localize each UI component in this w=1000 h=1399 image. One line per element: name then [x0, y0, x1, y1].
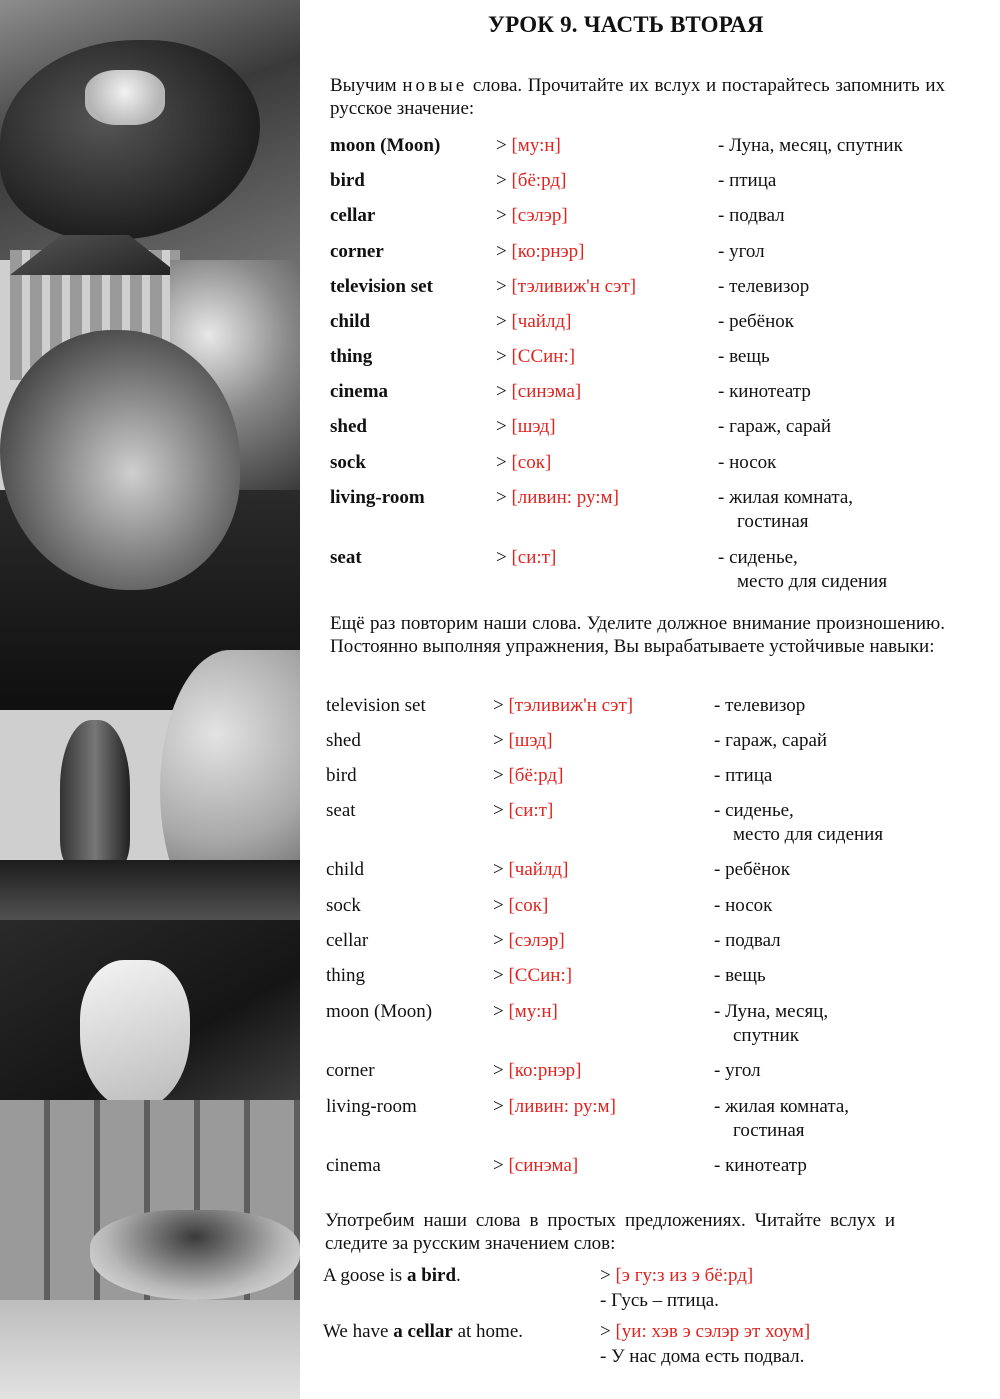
transcription-text: [чайлд]	[508, 859, 569, 880]
vocab-english-word: cinema	[330, 381, 389, 402]
meaning-line: - птица	[718, 170, 777, 191]
arrow-marker: >	[493, 1001, 509, 1022]
meaning-line: - жилая комната,	[714, 1096, 850, 1117]
intro-paragraph-2: Ещё раз повторим наши слова. Уделите должное внимание произношению. Постоянно выполняя упражнения, Вы вырабатываете устойчивые навыки:	[330, 613, 945, 657]
vocab-russian-meaning	[718, 380, 811, 404]
arrow-marker: >	[496, 381, 512, 402]
vocab-english-word: seat	[330, 547, 362, 568]
sentence-english	[323, 1320, 523, 1344]
arrow-marker: >	[496, 276, 512, 297]
meaning-line: место для сидения	[737, 571, 888, 592]
transcription-text: [шэд]	[508, 730, 553, 751]
vocab-english-word: television set	[330, 276, 433, 297]
vocab-russian-meaning	[718, 240, 765, 264]
vocab-russian-meaning	[714, 1059, 761, 1083]
meaning-line: - ребёнок	[714, 859, 791, 880]
vocab-english-word: sock	[326, 895, 361, 916]
arrow-marker: >	[493, 965, 509, 986]
sentence-transcription	[600, 1320, 810, 1344]
vocab-transcription	[496, 134, 561, 158]
vocab-english-word: thing	[330, 346, 373, 367]
vocab-transcription	[496, 486, 619, 510]
transcription-text: [сэлэр]	[508, 930, 565, 951]
vocab-english-word: bird	[330, 170, 365, 191]
arrow-marker: >	[493, 1155, 509, 1176]
intro-paragraph-3: Употребим наши слова в простых предложениях. Читайте вслух и следите за русским значением слов:	[325, 1210, 895, 1254]
arrow-marker: >	[493, 765, 509, 786]
vocab-russian-meaning	[714, 1154, 807, 1178]
collage-vase-photo	[60, 720, 130, 870]
vocab-transcription	[496, 345, 575, 369]
intro-1-post: слова. Прочитайте их вслух и постарайтесь запомнить их русское значение:	[330, 75, 945, 119]
transcription-text: [бё:рд]	[511, 170, 567, 191]
transcription-text: [сок]	[511, 452, 552, 473]
vocab-russian-meaning	[718, 204, 785, 228]
vocab-russian-meaning	[718, 345, 770, 369]
transcription-text: [ко:рнэр]	[511, 241, 585, 262]
vocab-transcription	[496, 204, 568, 228]
vocab-transcription	[496, 546, 556, 570]
arrow-marker: >	[496, 205, 512, 226]
photo-collage	[0, 0, 300, 1399]
transcription-text: [тэливиж'н сэт]	[511, 276, 637, 297]
transcription-text: [уи: хэв э сэлэр эт хоум]	[615, 1321, 811, 1342]
arrow-marker: >	[496, 416, 512, 437]
vocab-english-word: child	[330, 311, 371, 332]
arrow-marker: >	[493, 930, 509, 951]
meaning-line: - телевизор	[718, 276, 810, 297]
arrow-marker: >	[493, 730, 509, 751]
meaning-line: - птица	[714, 765, 773, 786]
meaning-line: - жилая комната,	[718, 487, 854, 508]
transcription-text: [тэливиж'н сэт]	[508, 695, 634, 716]
transcription-text: [сэлэр]	[511, 205, 568, 226]
sentence-russian: - У нас дома есть подвал.	[600, 1346, 805, 1367]
meaning-line: - Луна, месяц, спутник	[718, 135, 903, 156]
vocab-transcription	[493, 1095, 616, 1119]
vocab-transcription	[493, 729, 553, 753]
sentence-transcription	[600, 1264, 753, 1288]
meaning-line: - гараж, сарай	[714, 730, 828, 751]
vocab-russian-meaning	[714, 964, 766, 988]
collage-cat-photo	[85, 70, 165, 125]
arrow-marker: >	[496, 346, 512, 367]
vocab-russian-meaning	[718, 310, 794, 334]
vocab-transcription	[496, 275, 636, 299]
intro-paragraph-1	[330, 74, 945, 120]
sentence-keyword: a bird	[406, 1265, 457, 1286]
intro-1-pre: Выучим	[330, 75, 403, 96]
transcription-text: [сок]	[508, 895, 549, 916]
vocab-russian-meaning	[714, 1000, 828, 1048]
sentence-english	[323, 1264, 461, 1288]
vocab-russian-meaning	[718, 486, 853, 534]
meaning-line: - гараж, сарай	[718, 416, 832, 437]
meaning-line: - носок	[714, 895, 773, 916]
arrow-marker: >	[600, 1321, 616, 1342]
vocab-transcription	[496, 169, 566, 193]
sentence-post: .	[456, 1265, 461, 1286]
transcription-text: [си:т]	[508, 800, 554, 821]
vocab-russian-meaning	[714, 929, 781, 953]
arrow-marker: >	[496, 452, 512, 473]
meaning-line: - подвал	[718, 205, 785, 226]
meaning-line: гостиная	[733, 1120, 805, 1141]
vocab-english-word: television set	[326, 695, 426, 716]
meaning-line: - Луна, месяц,	[714, 1001, 829, 1022]
sentence-pre: We have	[323, 1321, 394, 1342]
arrow-marker: >	[493, 895, 509, 916]
meaning-line: - сиденье,	[714, 800, 794, 821]
vocab-transcription	[493, 1154, 578, 1178]
vocab-transcription	[493, 1000, 558, 1024]
vocab-russian-meaning	[718, 546, 887, 594]
meaning-line: - телевизор	[714, 695, 806, 716]
arrow-marker: >	[496, 547, 512, 568]
meaning-line: - вещь	[718, 346, 770, 367]
meaning-line: - угол	[714, 1060, 761, 1081]
sentence-pre: A goose is	[323, 1265, 407, 1286]
transcription-text: [синэма]	[508, 1155, 579, 1176]
arrow-marker: >	[493, 695, 509, 716]
vocab-russian-meaning	[714, 694, 805, 718]
meaning-line: - сиденье,	[718, 547, 798, 568]
vocab-english-word: moon (Moon)	[330, 135, 441, 156]
vocab-english-word: corner	[326, 1060, 375, 1081]
vocab-transcription	[493, 894, 548, 918]
meaning-line: - кинотеатр	[718, 381, 811, 402]
vocab-russian-meaning	[714, 858, 790, 882]
transcription-text: [синэма]	[511, 381, 582, 402]
transcription-text: [э гу:з из э бё:рд]	[615, 1265, 754, 1286]
sentence-post: at home.	[452, 1321, 524, 1342]
vocab-russian-meaning	[718, 415, 831, 439]
arrow-marker: >	[496, 311, 512, 332]
meaning-line: - кинотеатр	[714, 1155, 807, 1176]
collage-fruit-bowl-photo	[90, 1210, 300, 1300]
vocab-russian-meaning	[714, 799, 883, 847]
collage-sock-photo	[80, 960, 190, 1110]
vocab-english-word: shed	[326, 730, 361, 751]
transcription-text: [му:н]	[508, 1001, 558, 1022]
vocab-english-word: cellar	[326, 930, 369, 951]
arrow-marker: >	[493, 859, 509, 880]
meaning-line: гостиная	[737, 511, 809, 532]
vocab-russian-meaning	[714, 1095, 849, 1143]
arrow-marker: >	[493, 1096, 509, 1117]
vocab-transcription	[493, 964, 572, 988]
vocab-english-word: shed	[330, 416, 367, 437]
vocab-transcription	[496, 240, 585, 264]
vocab-english-word: bird	[326, 765, 357, 786]
meaning-line: - вещь	[714, 965, 766, 986]
arrow-marker: >	[496, 487, 512, 508]
vocab-transcription	[493, 858, 568, 882]
meaning-line: место для сидения	[733, 824, 884, 845]
sentence-keyword: a cellar	[393, 1321, 453, 1342]
vocab-russian-meaning	[714, 764, 772, 788]
vocab-russian-meaning	[714, 894, 772, 918]
meaning-line: - носок	[718, 452, 777, 473]
vocab-transcription	[496, 451, 551, 475]
transcription-text: [чайлд]	[511, 311, 572, 332]
meaning-line: спутник	[733, 1025, 799, 1046]
transcription-text: [ССин:]	[511, 346, 576, 367]
arrow-marker: >	[496, 241, 512, 262]
vocab-transcription	[493, 1059, 582, 1083]
vocab-english-word: cinema	[326, 1155, 381, 1176]
vocab-transcription	[496, 415, 556, 439]
transcription-text: [ливин: ру:м]	[508, 1096, 616, 1117]
vocab-english-word: child	[326, 859, 364, 880]
vocab-english-word: thing	[326, 965, 366, 986]
vocab-english-word: seat	[326, 800, 356, 821]
page-title: УРОК 9. ЧАСТЬ ВТОРАЯ	[488, 12, 764, 37]
arrow-marker: >	[496, 170, 512, 191]
vocab-russian-meaning	[718, 451, 776, 475]
vocab-english-word: sock	[330, 452, 366, 473]
collage-floor	[0, 1300, 300, 1399]
arrow-marker: >	[493, 800, 509, 821]
transcription-text: [ко:рнэр]	[508, 1060, 582, 1081]
transcription-text: [бё:рд]	[508, 765, 564, 786]
vocab-transcription	[493, 764, 563, 788]
meaning-line: - подвал	[714, 930, 781, 951]
sentence-russian: - Гусь – птица.	[600, 1290, 719, 1311]
transcription-text: [си:т]	[511, 547, 557, 568]
vocab-russian-meaning	[718, 275, 809, 299]
intro-1-spaced-word: новые	[402, 75, 468, 96]
vocab-english-word: living-room	[330, 487, 425, 508]
transcription-text: [му:н]	[511, 135, 561, 156]
meaning-line: - угол	[718, 241, 765, 262]
vocab-transcription	[493, 694, 633, 718]
vocab-transcription	[496, 310, 571, 334]
vocab-transcription	[493, 929, 565, 953]
transcription-text: [шэд]	[511, 416, 556, 437]
vocab-english-word: corner	[330, 241, 384, 262]
vocab-russian-meaning	[714, 729, 827, 753]
transcription-text: [ливин: ру:м]	[511, 487, 619, 508]
vocab-russian-meaning	[718, 169, 776, 193]
arrow-marker: >	[493, 1060, 509, 1081]
arrow-marker: >	[496, 135, 512, 156]
vocab-english-word: moon (Moon)	[326, 1001, 433, 1022]
transcription-text: [ССин:]	[508, 965, 573, 986]
meaning-line: - ребёнок	[718, 311, 795, 332]
vocab-transcription	[496, 380, 581, 404]
vocab-transcription	[493, 799, 553, 823]
vocab-russian-meaning	[718, 134, 903, 158]
vocab-english-word: living-room	[326, 1096, 417, 1117]
arrow-marker: >	[600, 1265, 616, 1286]
vocab-english-word: cellar	[330, 205, 376, 226]
